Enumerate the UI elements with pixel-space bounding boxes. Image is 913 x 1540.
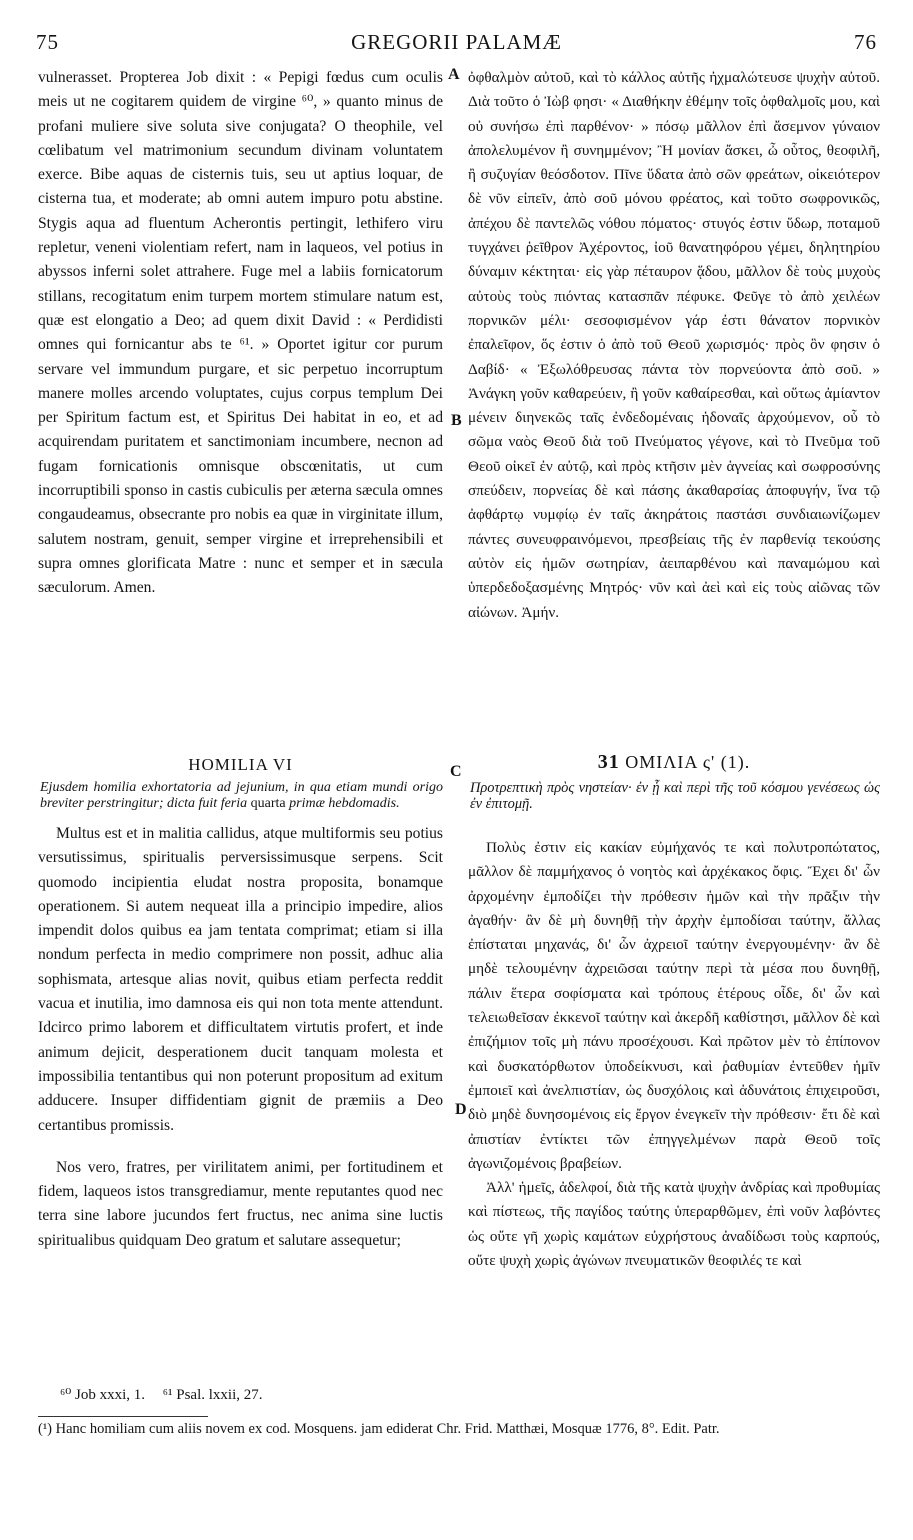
- latin-column-body: [38, 822, 443, 1253]
- latin-paragraph: vulnerasset. Propterea Job dixit : « Pepigi fœdus cum oculis meis ut ne cogitarem quidem de virgine ⁶⁰, » quanto minus de profani muliere sive soluta sive conjugata? O theophile, vel cœlibatum vel matrimonium secundum divinam voluntatem exerce. Bibe aquas de cisternis tuis, seu ut aptius loquar, de cisterna tua, et moderate; ab omni autem impuro potu abstine. Stygis aqua ad fluentum Acherontis pertingit, lethifero viru repletur, veneni violentiam refert, nam in laqueos, vel potius in abyssos inferni solet attrahere. Fuge mel a labiis fornicatorum stillans, recogitatum enim turpem mortem stimulare natum est, quæ est elongatio a Deo; ad quem dixit David : « Perdidisti omnes qui fornicantur abs te ⁶¹. » Oportet igitur cor purum servare vel immundum purgare, et sic perpetuo incorruptum manere molles arcendo voluptates, cujus corpus templum Dei per Spiritum factum est, et Spiritus Dei habitat in eo, et ad acquirendam puritatem et sanctimoniam incumbere, necnon ad fugam fornicationis omnisque obscœnitatis, ut cum incorruptibili sponso in castis cubiculis per æterna sæcula omnes congaudeamus, obsecrante pro nobis ea quæ in virginitate illum, salutem nostram, genuit, semper virgine et irreprehensibili et supra omnes glorificata Matre : nunc et semper et in sæcula sæculorum. Amen.: [38, 69, 443, 597]
- page-number-left: 75: [36, 30, 59, 54]
- greek-paragraph: ὀφθαλμὸν αὐτοῦ, καὶ τὸ κάλλος αὐτῆς ἠχμαλώτευσε ψυχὴν αὐτοῦ. Διὰ τοῦτο ὁ Ἰὼβ φησι· « Διαθήκην ἐθέμην τοῖς ὀφθαλμοῖς μου, καὶ οὐ συνήσω ἐπὶ παρθένον· » πόσῳ μᾶλλον ἐπὶ ἄσεμνον γύναιον ἀπολελυμένον ἢ συνημμένον; Ἢ μονίαν ἄσκει, ὦ οὗτος, θεοφιλῆ, ἢ συζυγίαν θεόσδοτον. Πῖνε ὕδατα ἀπὸ σῶν φρεάτων, οἰκειότερον δὲ νῦν εἰπεῖν, ἀπὸ σοῦ μόνου φρέατος, καὶ τοῦτο σωφρονικῶς, ἀπέχου δὲ παντελῶς νόθου πόματος· στυγός ἐστιν ὕδωρ, ποταμοῦ τυγχάνει ῥεῖθρον Ἀχέροντος, ἰοῦ θανατηφόρου γέμει, δηλητηρίου δύναμιν κέκτηται· εἰς γὰρ πέταυρον ᾅδου, μᾶλλον δὲ τοὺς μυχοὺς αὐτοὺς τοὺς πιόντας κατασπᾶν πέφυκε. Φεῦγε τὸ ἀπὸ χειλέων πορνικῶν μέλι· σεσοφισμένον γάρ ἐστι θάνατον πορνικὸν ἐπαλεῖφον, ὅς ἐστιν ὁ ἀπὸ τοῦ Θεοῦ χωρισμός· πρὸς ὃν φησιν ὁ Δαβίδ· « Ἐξωλόθρευσας πάντα τὸν πορνεύοντα ἀπὸ σοῦ. » Ἀνάγκη γοῦν καθαρεύειν, ἢ γοῦν καθαίρεσθαι, καὶ οὕτως ἀμίαντον μένειν διηνεκῶς ταῖς ἐνδεδομέναις ἡδοναῖς ἀρχούμενον, οὗ τὸ σῶμα ναὸς Θεοῦ διὰ τοῦ Πνεύματος γέγονε, καὶ τὸ Πνεῦμα τοῦ Θεοῦ οἰκεῖ ἐν αὐτῷ, καὶ πρὸς κτῆσιν μὲν ἁγνείας καὶ σωφροσύνης σπεύδειν, πορνείας δὲ καὶ πάσης ἀκαθαρσίας ἀποφυγήν, ἵνα τῷ ἀφθάρτῳ νυμφίῳ ἐν ταῖς ἀκηράτοις παστάσι συνδιαιωνίζωμεν πάντες συνευφραινόμενοι, πρεσβείαις τῆς ἐν παρθενίᾳ τεκούσης αὐτὸν εἰς ἡμῶν σωτηρίαν, ἀειπαρθένου καὶ παναμώμου καὶ ὑπερδεδοξασμένης Μητρός· νῦν καὶ ἀεὶ καὶ εἰς τοὺς αἰῶνας τῶν αἰώνων. Ἀμήν.: [468, 69, 880, 621]
- latin-subtitle-part-c: primæ hebdomadis.: [285, 796, 400, 811]
- greek-body-paragraph-2: Ἀλλ' ἡμεῖς, ἀδελφοί, διὰ τῆς κατὰ ψυχὴν ἀνδρίας καὶ προθυμίας καὶ πίστεως, τῆς παγίδος ταύτης ὑπεραρθῶμεν, ἐπὶ νοῦν λαβόντες ὡς οὔτε γῆ χωρὶς καμάτων εὐχρήστους ἀναδίδωσι τοὺς καρπούς, οὔτε ψυχὴ χωρὶς ἀγώνων πνευματικῶν θεοφιλές τε καὶ: [468, 1179, 880, 1270]
- latin-homily-subtitle: [40, 780, 443, 812]
- greek-homily-heading: ΟΜΙΛΙΑ ς' (1).: [625, 752, 751, 772]
- footnote-60: ⁶⁰ Job xxxi, 1.: [60, 1387, 145, 1403]
- footnote-rule: [38, 1416, 208, 1417]
- latin-body-paragraph-1: Multus est et in malitia callidus, atque multiformis seu potius versutissimus, spiritualis perversissimusque serpens. Scit quomodo incipientia eludat nostra proposita, bonamque operationem. Si autem nequeat illa a principio impedire, alios impendit dolos quibus ea jam tentata comprimat; etiam si illa nondum perfecta in medio comprimere non possit, adhuc alia sophismata, artesque alias novit, quibus etiam perfecta reddit vacua et inutilia, imo damnosa eis qui non tota mente attendunt. Idcirco primo laborem et difficultatem virtutis profert, et inde animum dejicit, desperationem ducit tanquam molesta et impossibilia tentantibus qui non poterunt propositum ad exitum adducere. Insuper diffidentiam gignit de præmiis a Deo certantibus promissis.: [38, 825, 443, 1134]
- latin-homily-title: HOMILIA VI: [188, 755, 293, 774]
- edition-note: (¹) Hanc homiliam cum aliis novem ex cod. Mosquens. jam ediderat Chr. Frid. Matthæi, Mosquæ 1776, 8°. Edit. Patr.: [38, 1421, 720, 1437]
- footnote-61: ⁶¹ Psal. lxxii, 27.: [162, 1387, 263, 1403]
- margin-letter-a: A: [448, 66, 460, 83]
- latin-body-paragraph-2: Nos vero, fratres, per virilitatem animi, per fortitudinem et fidem, laqueos istos transgrediamur, mente reputantes quod nec terra sine labore jucundos fert fructus, nec anima sine luctis spiritualibus quidquam Deo gratum et salutare assequetur;: [38, 1158, 443, 1249]
- running-title: GREGORII PALAMÆ: [351, 30, 562, 54]
- latin-subtitle-part-a: Ejusdem homilia exhortatoria ad jejunium, in qua etiam mundi origo breviter perstringitur; dicta fuit feria: [40, 780, 443, 811]
- page-header: [36, 30, 877, 64]
- margin-letter-b: B: [451, 412, 462, 429]
- footnotes: [60, 1385, 262, 1404]
- greek-body-paragraph-1: Πολὺς ἐστιν εἰς κακίαν εὐμήχανός τε καὶ πολυτροπώτατος, μᾶλλον δὲ παμμήχανος ὁ νοητὸς καὶ ἀρχέκακος ὄφις. Ἔχει δι' ὧν ἀρχομένην ἐμποδίζει τὴν πρόθεσιν ἡμῶν καὶ τὴν πρᾶξιν τὴν ἀγαθήν· ἂν δὲ μὴ δυνηθῇ τὴν ἀρχὴν ἐμποδίσαι ταύτην, ἄλλας ἐπίσταται μηχανάς, δι' ὧν ἀχρειοῖ ταύτην ἐνεργουμένην· ἂν δὲ μηδὲ τελουμένην ἀχρειῶσαι ταύτην περὶ τὰ μέσα που δυνηθῇ, πάλιν ἕτερα σοφίσματα καὶ τρόπους ἑτέρους οἶδε, δι' ὧν καὶ τελειωθεῖσαν ἐκκενοῖ ταύτην καὶ ἀκερδῆ καθίστησι, μᾶλλον δὲ καὶ ἐπιζήμιον τοῖς μὴ πάνυ προσέχουσι. Καὶ πρῶτον μὲν τὸ ἐπίπονον καὶ δυσκατόρθωτον ὑποδείκνυσι, καὶ ῥαθυμίαν ἐντεῦθεν ἡμῖν ἐμποιεῖ καὶ ἀνελπιστίαν, ὡς δυσχόλοις καὶ ἀδυνάτοις ἐπιχειροῦσι, διὸ μηδὲ δυνησομένοις εἰς ἔργον ἐνεγκεῖν τὴν πρόθεσιν· ἔτι δὲ καὶ ἀπιστίαν ἐντίκτει τῶν ἐπηγγελμένων παρὰ Θεοῦ τοῖς ἀγωνιζομένοις βραβείων.: [468, 839, 880, 1172]
- margin-letter-c: C: [450, 763, 462, 780]
- page-number-right: 76: [854, 30, 877, 54]
- margin-letter-d: D: [455, 1101, 467, 1118]
- latin-subtitle-part-b: quarta: [250, 796, 286, 811]
- greek-homily-title: [468, 751, 880, 774]
- greek-column-body: [468, 836, 880, 1273]
- latin-column-top: [38, 66, 443, 601]
- greek-homily-subtitle: Προτρεπτικὴ πρὸς νηστείαν· ἐν ᾗ καὶ περὶ τῆς τοῦ κόσμου γενέσεως ὡς ἐν ἐπιτομῇ.: [470, 780, 880, 812]
- greek-homily-number: 31: [597, 751, 620, 773]
- greek-column-top: [468, 66, 880, 625]
